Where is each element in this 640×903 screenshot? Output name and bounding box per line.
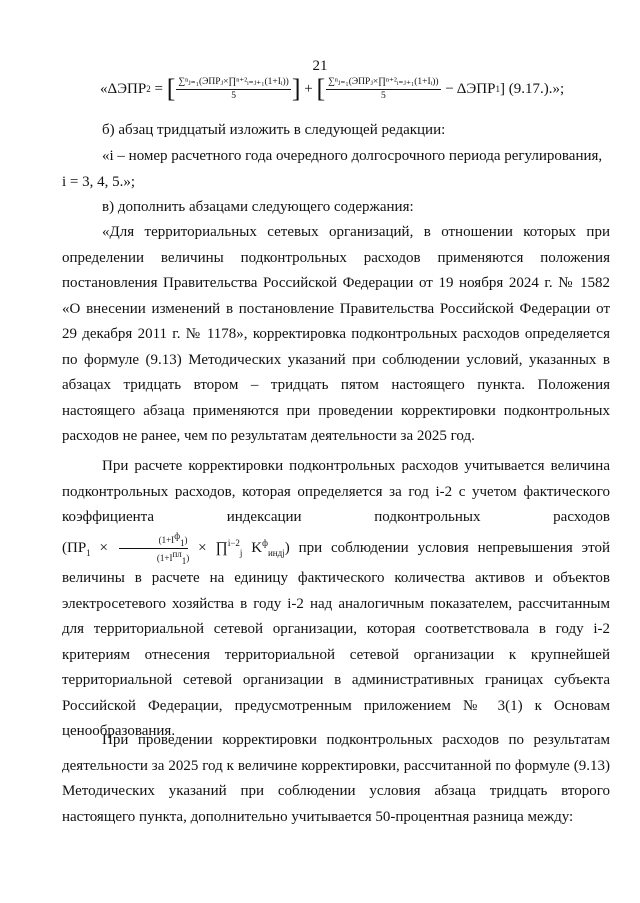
frac-top-sup: ф <box>174 530 181 541</box>
paragraph-i-line-1: «i – номер расчетного года очередного долгосрочного периода регулирования, <box>102 148 603 164</box>
formula-tail: ] (9.17.).»; <box>499 80 565 97</box>
formula-bracket-close-1: ] <box>291 74 301 103</box>
formula-minus-sub: 1 <box>495 84 500 94</box>
inline-formula-pr1 <box>62 530 299 566</box>
paragraph-2 <box>62 454 610 745</box>
inline-formula-fraction <box>117 531 189 566</box>
formula-fraction-1 <box>176 76 290 102</box>
formula-lhs-sub: 2 <box>146 84 151 94</box>
inline-formula-k-sub: индj <box>267 547 285 558</box>
frac-bot-sup: пл <box>172 548 182 559</box>
inline-formula-k: K <box>242 539 263 556</box>
inline-formula-k-sup: ф <box>262 537 268 548</box>
frac-bot-text: (1+I <box>156 552 173 563</box>
inline-formula-fraction-top <box>119 531 188 549</box>
formula-eq: = <box>150 80 167 97</box>
inline-formula-close: ) <box>284 539 290 556</box>
paragraph-b: б) абзац тридцатый изложить в следующей редакции: <box>102 122 446 138</box>
frac-bot-end: ) <box>186 552 190 563</box>
paragraph-1: «Для территориальных сетевых организаций, в отношении которых при определении величины подконтрольных расходов применяются положения постановления Правительства Российской Федерации от 19 ноября 2024 г. № 1582 «О внесении изменений в постановление Правительства Российской Федерации от 29 декабря 2011 г. № 1178», корректировка подконтрольных расходов определяется по формуле (9.13) Методических указаний при соблюдении условий, указанных в абзацах тридцать втором – тридцать пятом настоящего пункта. Положения настоящего абзаца применяются при проведении корректировки подконтрольных расходов не ранее, чем по результатам деятельности за 2025 год. <box>62 224 610 444</box>
inline-formula-times-1: × <box>90 539 117 556</box>
formula-bracket-open-2: [ <box>316 74 326 103</box>
formula-numerator-1: ∑ⁿⱼ₌₁(ЭПРⱼ×∏ⁿ⁺²ᵢ₌ⱼ₊₁(1+Iᵢ)) <box>176 76 290 90</box>
inline-formula-times-2: × ∏ <box>189 539 228 556</box>
formula-numerator-2: ∑ⁿⱼ₌₁(ЭПРⱼ×∏ⁿ⁺²ᵢ₌ⱼ₊₁(1+Iᵢ)) <box>326 76 440 90</box>
paragraph-i-line-2: i = 3, 4, 5.»; <box>62 173 136 190</box>
inline-formula-prod-sup: i−2 <box>227 537 240 548</box>
paragraph-2-part-a: При расчете корректировки подконтрольных расходов учитывается величина подконтрольных расходов, которая определяется за год i-2 с учетом фактического коэффициента индексации подконтрольных расходов <box>62 458 610 525</box>
inline-formula-prod-sub: j <box>239 547 243 558</box>
page-number: 21 <box>312 58 328 74</box>
paragraph-i <box>62 144 610 195</box>
formula-denominator-1: 5 <box>231 91 236 101</box>
paragraph-3: При проведении корректировки подконтрольных расходов по результатам деятельности за 2025 год к величине корректировки, рассчитанной по формуле (9.13) Методических указаний при соблюдении условия абзаца тридцать второго настоящего пункта, дополнительно учитывается 50-процентная разница между: <box>62 732 610 825</box>
formula-fraction-2 <box>326 76 440 102</box>
paragraph-v: в) дополнить абзацами следующего содержания: <box>102 199 414 215</box>
paragraph-2-part-b: при соблюдении условия непревышения этой величины в расчете на единицу фактического количества активов и объектов электросетевого хозяйства в году i-2 над аналогичным показателем, рассчитанным для территориальной сетевой организации, которая соответствовала в году i-2 критериям отнесения территориальной сетевой организации к крупнейшей территориальной сетевой организации в административных границах субъекта Российской Федерации, предусмотренным приложением № 3(1) к Основам ценообразования. <box>62 539 610 739</box>
frac-top-sub: 1 <box>180 537 185 548</box>
formula-minus: − ΔЭПР <box>441 80 496 97</box>
formula-9-17 <box>100 76 600 102</box>
frac-top-text: (1+I <box>158 534 175 545</box>
inline-formula-open: (ПР <box>62 539 87 556</box>
frac-bot-sub: 1 <box>181 555 187 566</box>
formula-plus: + <box>300 80 317 97</box>
inline-formula-fraction-bottom <box>117 549 189 566</box>
formula-lhs: «ΔЭПР <box>100 80 147 97</box>
formula-denominator-2: 5 <box>380 91 386 101</box>
frac-top-end: ) <box>184 534 188 545</box>
formula-bracket-open-1: [ <box>166 74 176 103</box>
inline-formula-open-sub: 1 <box>86 547 91 558</box>
